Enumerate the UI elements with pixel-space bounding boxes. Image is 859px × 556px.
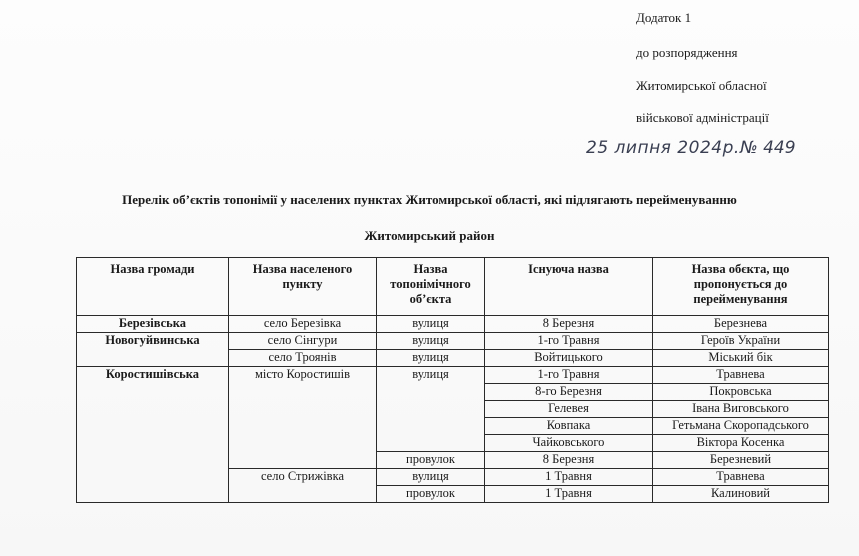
document-title: Перелік об’єктів топонімії у населених пунктах Житомирської області, які підлягають перейменуванню	[122, 192, 737, 207]
cell-object-type: вулиця	[377, 469, 485, 486]
cell-object-type: вулиця	[377, 367, 485, 452]
cell-proposed-name: Березнева	[653, 316, 829, 333]
column-header-settlement: Назва населеного пункту	[229, 258, 377, 316]
annex-number: Додаток 1	[636, 10, 692, 25]
cell-proposed-name: Героїв України	[653, 333, 829, 350]
cell-settlement: село Троянів	[229, 350, 377, 367]
cell-object-type: провулок	[377, 452, 485, 469]
table-row	[77, 316, 829, 333]
cell-proposed-name: Гетьмана Скоропадського	[653, 418, 829, 435]
cell-settlement: село Сінгури	[229, 333, 377, 350]
toponymy-table	[76, 257, 829, 503]
column-header-object-type: Назва топонімічного об’єкта	[377, 258, 485, 316]
cell-proposed-name: Віктора Косенка	[653, 435, 829, 452]
cell-current-name: Гелевея	[485, 401, 653, 418]
district-title: Житомирський район	[364, 228, 495, 243]
cell-current-name: 8 Березня	[485, 452, 653, 469]
column-header-proposed-name: Назва обєкта, що пропонується до перейменування	[653, 258, 829, 316]
cell-community: Березівська	[77, 316, 229, 333]
cell-current-name: 1-го Травня	[485, 333, 653, 350]
cell-current-name: Войтицького	[485, 350, 653, 367]
cell-current-name: 8 Березня	[485, 316, 653, 333]
annex-line-order: до розпорядження	[636, 45, 738, 60]
cell-community: Коростишівська	[77, 367, 229, 503]
table-row	[77, 333, 829, 350]
handwritten-date: 25 липня 2024р.	[586, 138, 740, 158]
cell-proposed-name: Травнева	[653, 367, 829, 384]
cell-settlement: село Березівка	[229, 316, 377, 333]
cell-object-type: провулок	[377, 486, 485, 503]
cell-proposed-name: Івана Виговського	[653, 401, 829, 418]
table-row	[77, 367, 829, 384]
cell-community: Новогуйвинська	[77, 333, 229, 367]
cell-proposed-name: Покровська	[653, 384, 829, 401]
cell-proposed-name: Калиновий	[653, 486, 829, 503]
cell-current-name: Чайковського	[485, 435, 653, 452]
cell-proposed-name: Міський бік	[653, 350, 829, 367]
cell-current-name: Ковпака	[485, 418, 653, 435]
cell-current-name: 8-го Березня	[485, 384, 653, 401]
order-number: № 449	[740, 138, 796, 158]
cell-object-type: вулиця	[377, 333, 485, 350]
cell-current-name: 1-го Травня	[485, 367, 653, 384]
cell-proposed-name: Березневий	[653, 452, 829, 469]
table-header-row	[77, 258, 829, 316]
cell-proposed-name: Травнева	[653, 469, 829, 486]
annex-line-regional: Житомирської обласної	[636, 78, 767, 93]
cell-current-name: 1 Травня	[485, 469, 653, 486]
column-header-community: Назва громади	[77, 258, 229, 316]
cell-settlement: місто Коростишів	[229, 367, 377, 469]
cell-object-type: вулиця	[377, 316, 485, 333]
cell-object-type: вулиця	[377, 350, 485, 367]
cell-current-name: 1 Травня	[485, 486, 653, 503]
cell-settlement: село Стрижівка	[229, 469, 377, 503]
column-header-current-name: Існуюча назва	[485, 258, 653, 316]
annex-line-administration: військової адміністрації	[636, 110, 769, 125]
